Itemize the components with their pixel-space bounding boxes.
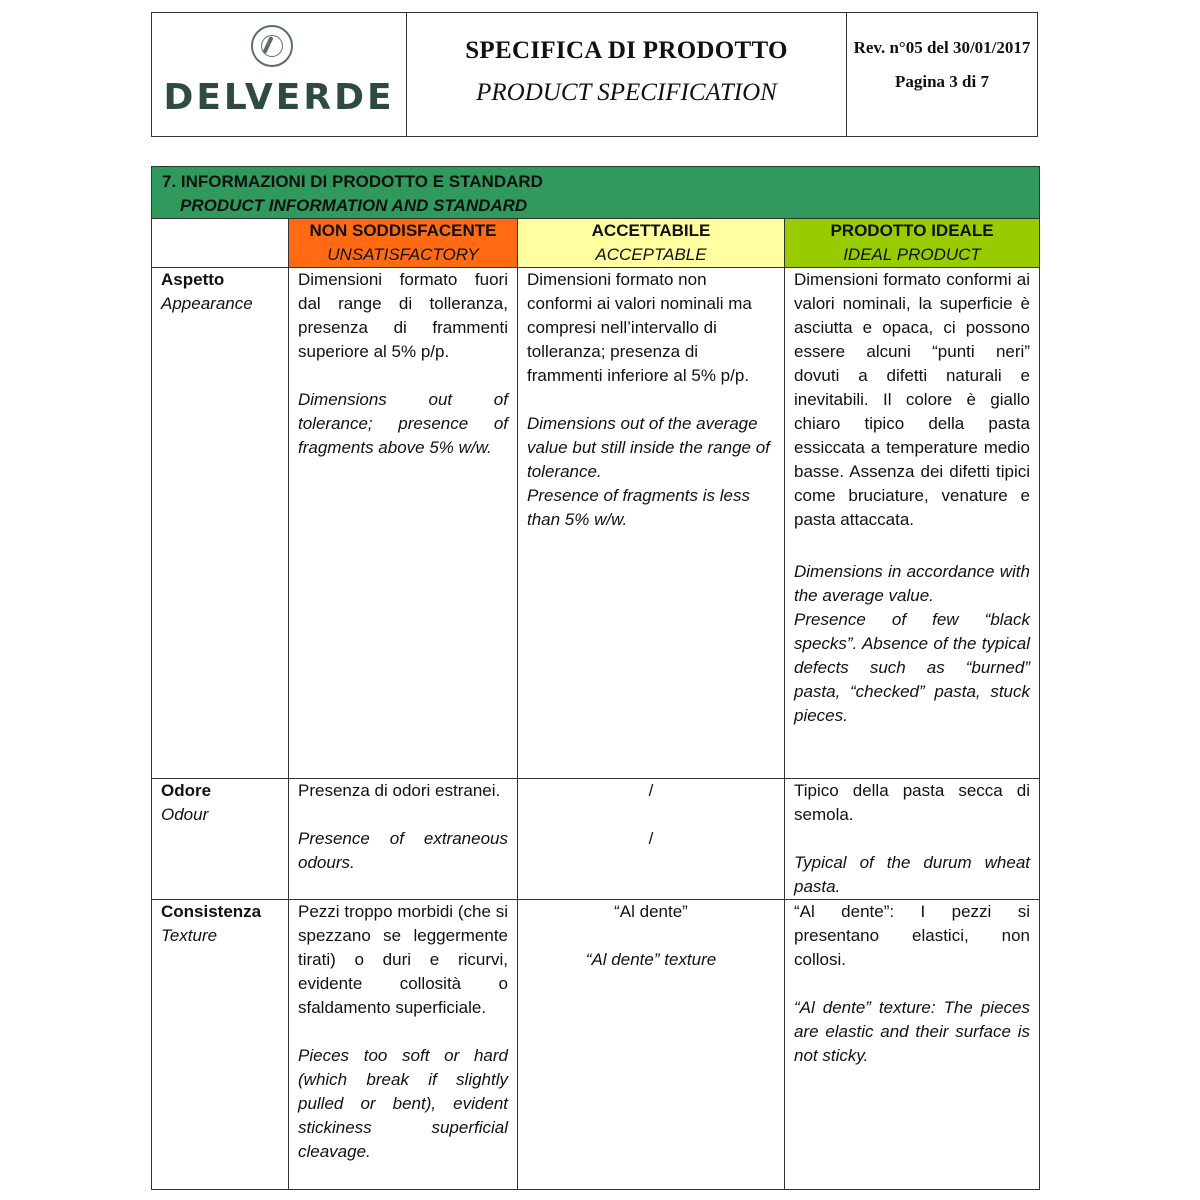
unsatisfactory-text-en: Pieces too soft or hard (which break if slightly pulled or bent), evident stickiness superficial cleavage. [298,1046,508,1161]
row-label-cell [152,900,289,1190]
section-title-cell [152,167,1040,219]
header-acceptable-it: ACCETTABILE [591,221,711,240]
row-label-en: Texture [161,926,218,945]
acceptable-text-it: “Al dente” [614,902,688,921]
header-acceptable-en: ACCEPTABLE [595,245,707,264]
ideal-text-en: “Al dente” texture: The pieces are elastic and their surface is not sticky. [794,998,1030,1065]
ideal-text-en: Dimensions in accordance with the average value. [794,562,1030,605]
acceptable-cell [518,900,785,1190]
unsatisfactory-text-it: Dimensioni formato fuori dal range di tolleranza, presenza di frammenti superiore al 5% p/p. [298,270,508,361]
document-subtitle: PRODUCT SPECIFICATION [476,79,777,106]
header-unsatisfactory-en: UNSATISFACTORY [327,245,479,264]
acceptable-text-en: / [648,829,654,848]
column-header-row [152,219,1040,268]
ideal-text-it: “Al dente”: I pezzi si presentano elastici, non collosi. [794,902,1030,969]
ideal-cell [785,779,1040,900]
unsatisfactory-text-it: Pezzi troppo morbidi (che si spezzano se leggermente tirati) o duri e ricurvi, evidente collosità o sfaldamento superficiale. [298,902,508,1017]
acceptable-text-it: / [648,781,654,800]
unsatisfactory-cell [289,900,518,1190]
row-label-en: Odour [161,805,209,824]
brand-seal-icon [251,25,293,67]
ideal-cell [785,268,1040,779]
title-cell [407,13,847,136]
acceptable-cell [518,779,785,900]
header-unsatisfactory [289,219,518,268]
acceptable-text-en: Dimensions out of the average value but still inside the range of tolerance. [527,414,770,481]
header-unsatisfactory-it: NON SODDISFACENTE [309,221,497,240]
acceptable-text-en: “Al dente” texture [585,950,717,969]
table-row-appearance [152,268,1040,779]
acceptable-text-en-2: Presence of fragments is less than 5% w/w. [527,486,750,529]
ideal-text-en: Typical of the durum wheat pasta. [794,853,1030,896]
header-ideal-it: PRODOTTO IDEALE [830,221,994,240]
page-number: Pagina 3 di 7 [895,72,989,91]
section-title-en: PRODUCT INFORMATION AND STANDARD [180,196,528,215]
ideal-text-it: Dimensioni formato conformi ai valori nominali, la superficie è asciutta e opaca, ci possono essere alcuni “punti neri” dovuti a difetti naturali e inevitabili. Il colore è giallo chiaro tipico della pasta essiccata a temperature medio basse. Assenza dei difetti tipici come bruciature, venature e pasta attaccata. [794,270,1030,529]
header-ideal-en: IDEAL PRODUCT [843,245,981,264]
header-ideal [785,219,1040,268]
table-row-texture [152,900,1040,1190]
table-row-odour [152,779,1040,900]
unsatisfactory-text-en: Presence of extraneous odours. [298,829,508,872]
revision-cell [847,13,1037,136]
unsatisfactory-text-it: Presenza di odori estranei. [298,781,501,800]
unsatisfactory-text-en: Dimensions out of tolerance; presence of fragments above 5% w/w. [298,390,508,457]
unsatisfactory-cell [289,779,518,900]
product-standard-table [151,166,1040,1190]
ideal-cell [785,900,1040,1190]
row-label-it: Consistenza [161,902,262,921]
revision-info: Rev. n°05 del 30/01/2017 [853,38,1031,57]
empty-header-cell [152,219,289,268]
row-label-cell [152,268,289,779]
row-label-cell [152,779,289,900]
section-header-row [152,167,1040,219]
brand-logo: DELVERDE [163,77,395,118]
header-acceptable [518,219,785,268]
section-title: 7. INFORMAZIONI DI PRODOTTO E STANDARD [162,172,543,191]
document-header [151,12,1038,137]
logo-cell [152,13,407,136]
document-title: SPECIFICA DI PRODOTTO [465,37,788,64]
row-label-it: Aspetto [161,270,225,289]
row-label-en: Appearance [161,294,253,313]
row-label-it: Odore [161,781,212,800]
acceptable-text-it: Dimensioni formato non conformi ai valori nominali ma compresi nell’intervallo di tolleranza; presenza di frammenti inferiore al 5% p/p. [527,270,752,385]
acceptable-cell [518,268,785,779]
unsatisfactory-cell [289,268,518,779]
ideal-text-it: Tipico della pasta secca di semola. [794,781,1030,824]
ideal-text-en-2: Presence of few “black specks”. Absence of the typical defects such as “burned” pasta, “checked” pasta, stuck pieces. [794,610,1030,725]
